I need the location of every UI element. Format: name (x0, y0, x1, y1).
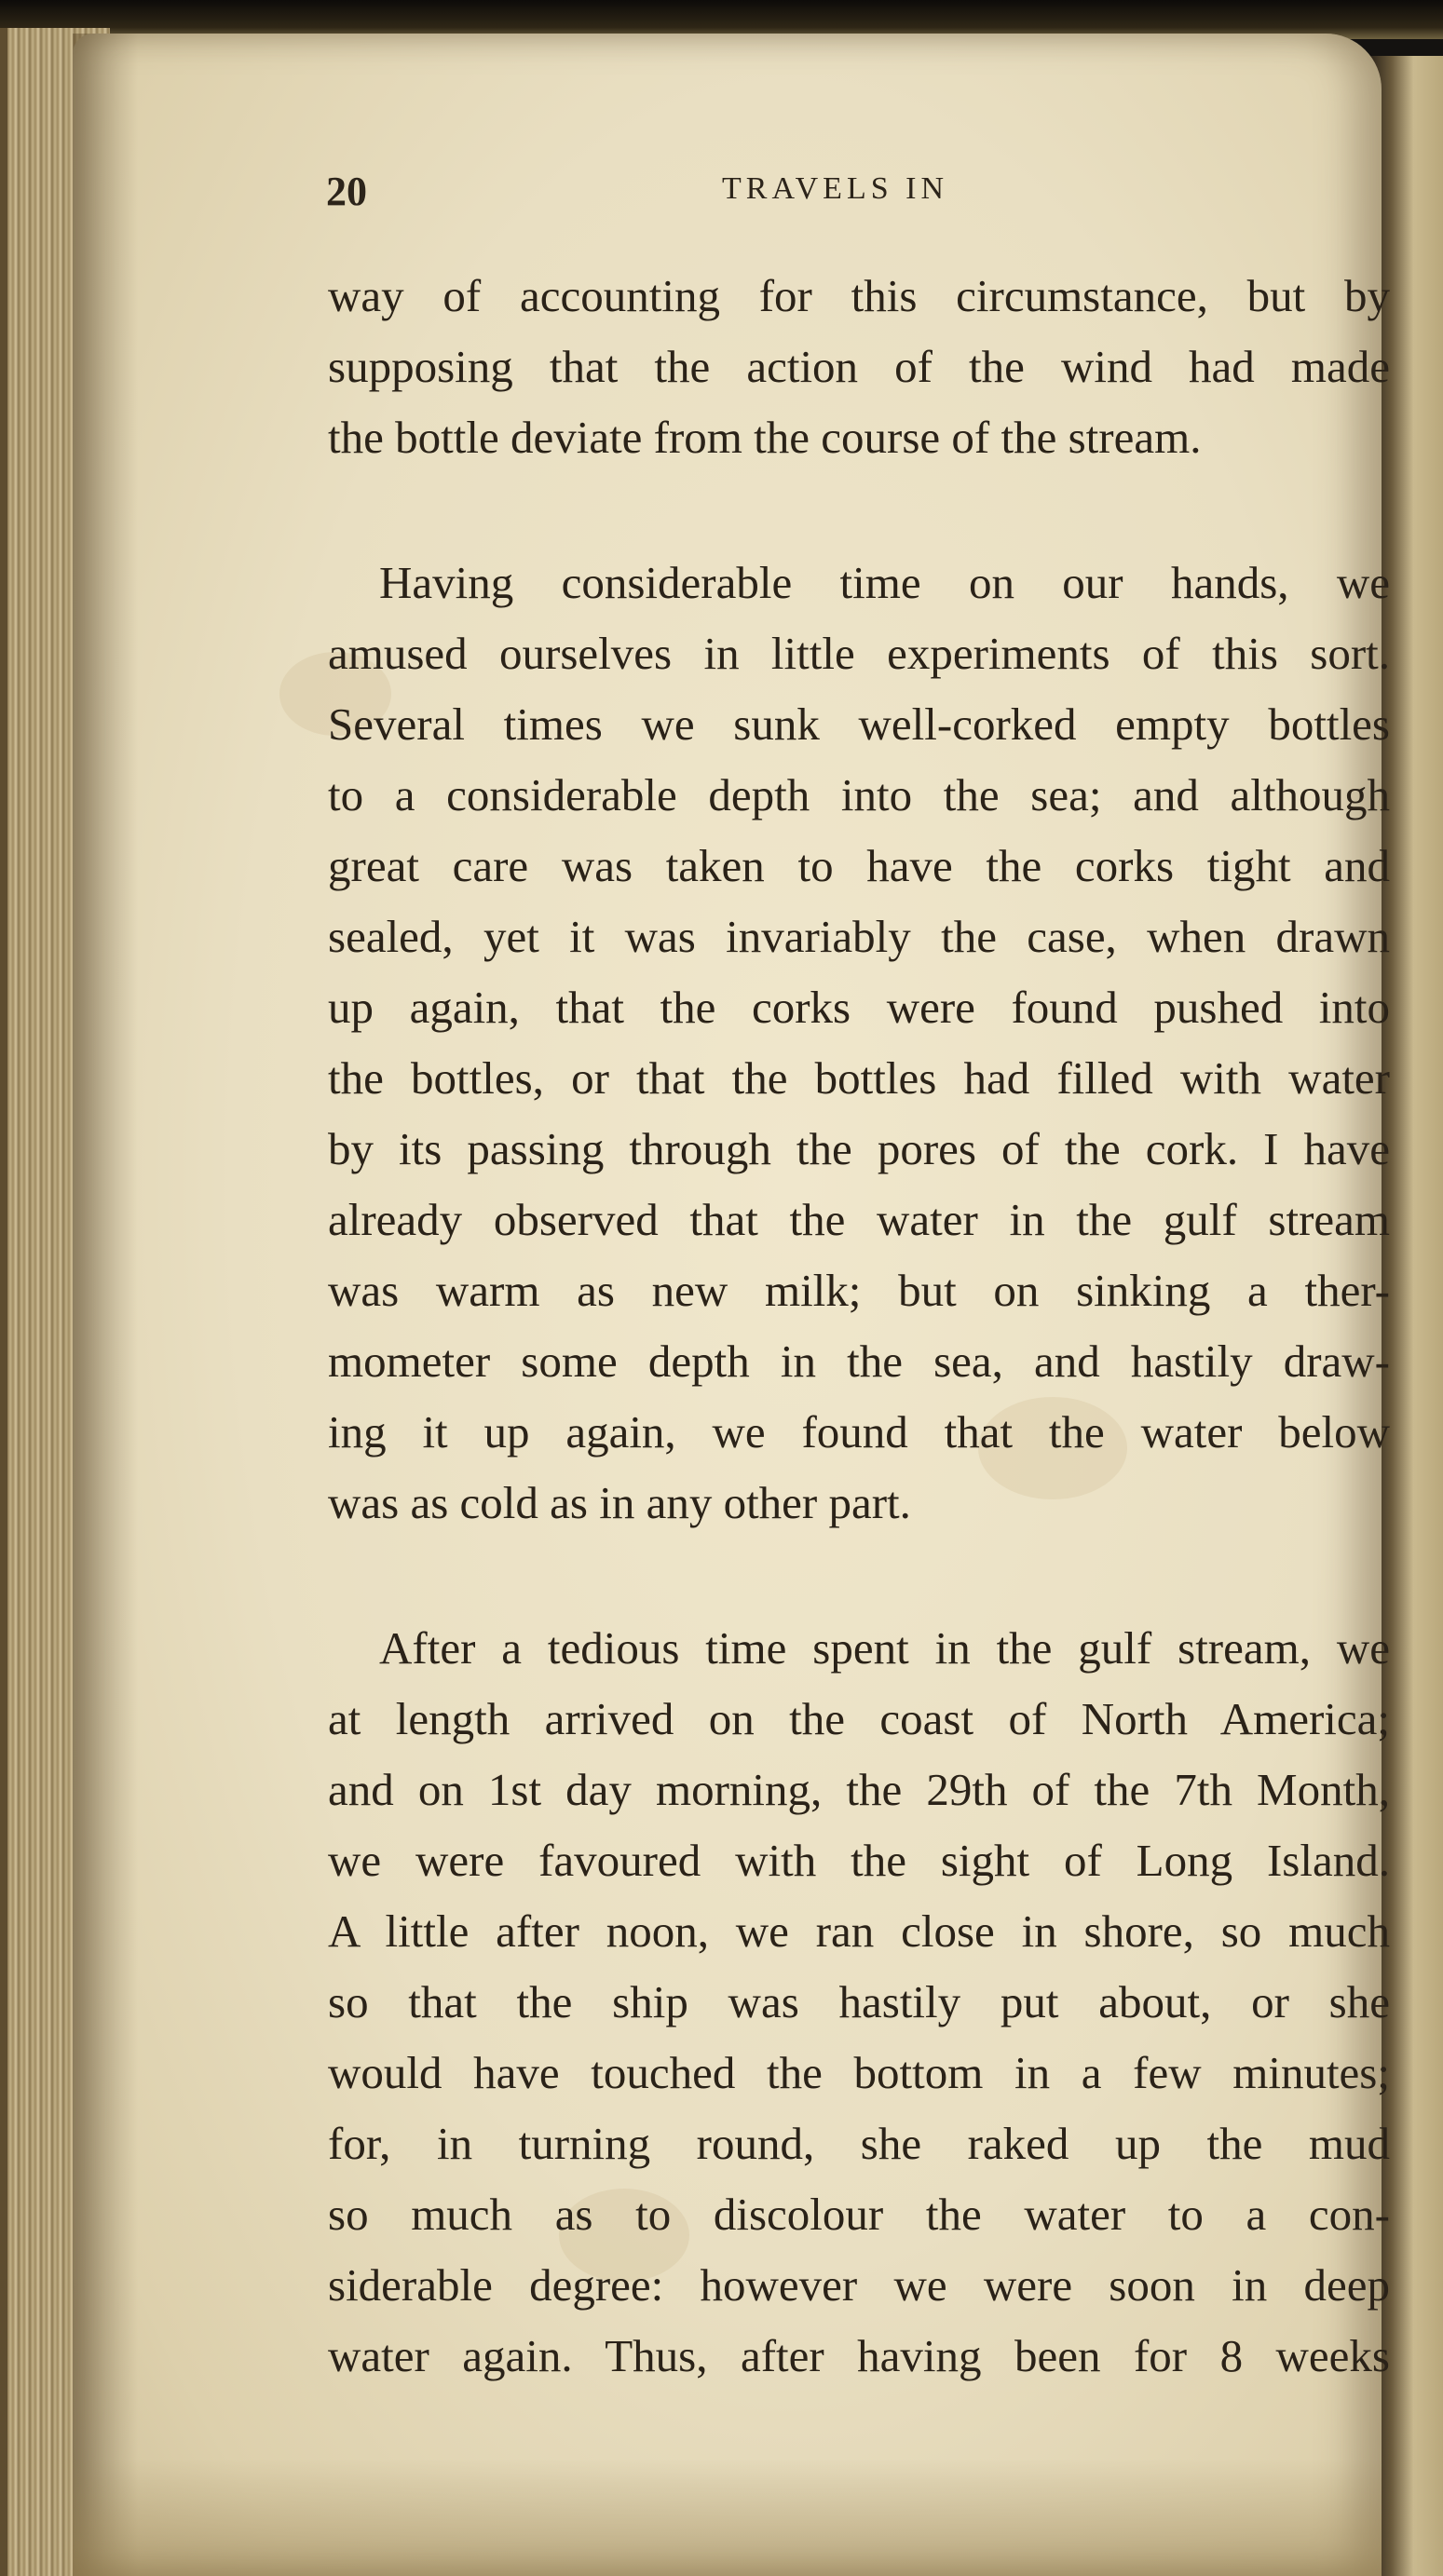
paragraph-gap (328, 473, 1399, 548)
running-title: TRAVELS IN (722, 171, 948, 206)
paragraph (328, 548, 1399, 1539)
text-line: ing it up again, we found that the water below (328, 1406, 1390, 1457)
paragraph (328, 1613, 1399, 2392)
text-line: water again. Thus, after having been for 8 weeks (328, 2330, 1390, 2381)
text-line: the bottles, or that the bottles had filled with water (328, 1052, 1390, 1104)
page-number: 20 (326, 169, 367, 214)
text-line: way of accounting for this circumstance, but by (328, 270, 1390, 321)
text-line: up again, that the corks were found pushed into (328, 982, 1390, 1033)
text-line: great care was taken to have the corks tight and (328, 840, 1390, 891)
text-line: we were favoured with the sight of Long Island. (328, 1835, 1390, 1886)
text-line: mometer some depth in the sea, and hastily draw- (328, 1335, 1390, 1387)
text-line: was as cold as in any other part. (328, 1477, 911, 1528)
text-line: at length arrived on the coast of North America; (328, 1693, 1390, 1744)
text-line: and on 1st day morning, the 29th of the 7th Month, (328, 1764, 1390, 1815)
body-text (328, 261, 1399, 2392)
text-line: Several times we sunk well-corked empty bottles (328, 698, 1390, 750)
text-line: A little after noon, we ran close in shore, so much (328, 1905, 1390, 1957)
text-line: was warm as new milk; but on sinking a ther- (328, 1265, 1390, 1316)
text-line: supposing that the action of the wind had made (328, 341, 1390, 392)
bottom-shadow (73, 2459, 1382, 2576)
text-line: so much as to discolour the water to a con- (328, 2189, 1390, 2240)
gutter-shadow (73, 34, 138, 2576)
text-line: siderable degree: however we were soon in deep (328, 2259, 1390, 2311)
running-head (326, 168, 1258, 224)
text-line: already observed that the water in the gulf stream (328, 1194, 1390, 1245)
text-line: amused ourselves in little experiments of this sort. (328, 628, 1390, 679)
text-line: the bottle deviate from the course of the stream. (328, 412, 1202, 463)
text-line: Having considerable time on our hands, we (379, 557, 1390, 608)
text-line: would have touched the bottom in a few minutes; (328, 2047, 1390, 2098)
text-line: sealed, yet it was invariably the case, when drawn (328, 911, 1390, 962)
text-line: to a considerable depth into the sea; and although (328, 769, 1390, 820)
text-line: After a tedious time spent in the gulf stream, we (379, 1622, 1390, 1674)
text-line: by its passing through the pores of the cork. I have (328, 1123, 1390, 1174)
paragraph (328, 261, 1399, 473)
text-line: so that the ship was hastily put about, or she (328, 1976, 1390, 2027)
paragraph-gap (328, 1539, 1399, 1613)
text-line: for, in turning round, she raked up the mud (328, 2118, 1390, 2169)
